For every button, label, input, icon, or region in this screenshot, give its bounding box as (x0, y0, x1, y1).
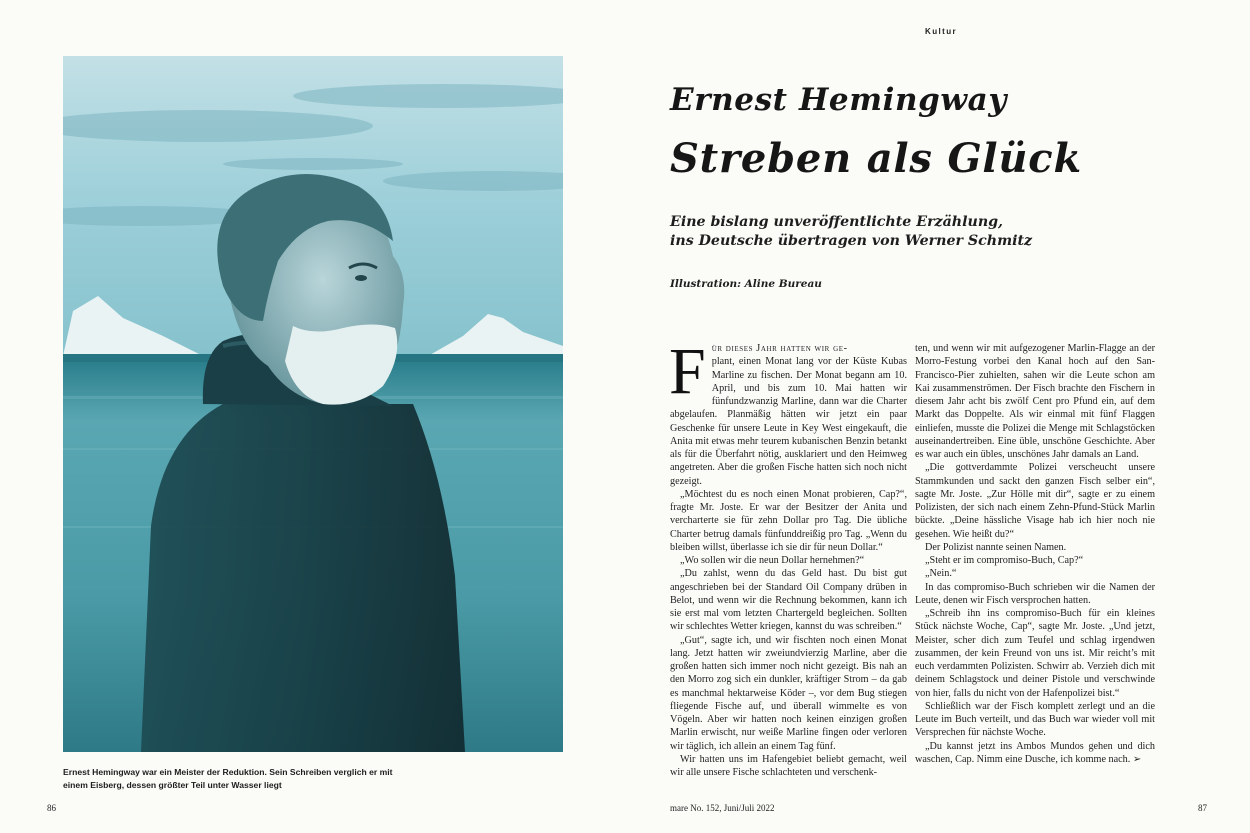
paragraph: „Du zahlst, wenn du das Geld hast. Du bist gut angeschrieben bei der Standard Oil Company drüben in Belot, und wenn wir die Rechnung bekommen, kann ich sie erst mal vom letzten Chartergeld begleichen. Sollten wir schlechtes Wetter kriegen, kannst du was schreiben.“ (670, 568, 907, 633)
magazine-issue: mare No. 152, Juni/Juli 2022 (670, 803, 775, 813)
paragraph: ten, und wenn wir mit aufgezogener Marlin-Flagge an der Morro-Festung vorbei den Kanal hoch auf den San-Francisco-Pier zuhielten, sahen wir die Leute schon am Kai zusammenströmen. Der Fisch brachte den Fischern in diesem Jahr acht bis zwölf Cent pro Pfund ein, auf dem Markt das Doppelte. Als wir einmal mit fünf Flaggen einliefen, musste die Polizei die Menge mit Schlagstöcken auseinandertreiben. Eine üble, unschöne Geschichte. Aber es war auch ein übles, unschönes Jahr damals an Land. (915, 343, 1155, 460)
article-column-1 (669, 335, 907, 779)
right-page (625, 0, 1250, 833)
paragraph: Schließlich war der Fisch komplett zerlegt und an die Leute im Buch verteilt, und das Buch war wieder voll mit Versprechen für nächste Woche. (915, 700, 1155, 739)
paragraph: In das compromiso-Buch schrieben wir die Namen der Leute, denen wir Fisch versprochen hatten. (915, 581, 1155, 606)
paragraph: „Schreib ihn ins compromiso-Buch für ein kleines Stück nächste Woche, Cap“, sagte Mr. Joste. „Und jetzt, Meister, scher dich zum Teufel und schlag irgendwen zusammen, der kein Freund von uns ist. Mir reicht’s mit euch verdammten Polizisten. Schwirr ab. Verzieh dich mit deinem Schlagstock und deiner Pistole und verschwinde von hier, falls du nicht von der Hafenpolizei bist.“ (915, 608, 1155, 699)
paragraph: „Nein.“ (925, 568, 957, 580)
paragraph: plant, einen Monat lang vor der Küste Kubas Marline zu fischen. Der Monat begann am 10. April, und bis zum 10. Mai hatten wir fünfundzwanzig Marline, dann war die Charter abgelaufen. Planmäßig hätten wir jetzt ein paar Geschenke für unsere Leute in Key West eingekauft, die Anita mit etwas mehr teurem kubanischen Benzin betankt als für die Überfahrt nötig, ausklariert und den Heimweg angetreten. Aber die großen Fische hatten sich noch nicht gezeigt. (670, 356, 907, 487)
subtitle (670, 213, 1032, 251)
headline-title: Streben als Glück (670, 135, 1082, 182)
paragraph: „Die gottverdammte Polizei verscheucht unsere Stammkunden und sackt den ganzen Fisch selber ein“, sagte Mr. Joste. „Zur Hölle mit dir“, sagte er zu einem Polizisten, der sich nach einem Zehn-Pfund-Stück Marlin bückte. „Deine hässliche Visage hab ich hier noch nie gesehen. Wie heißt du?“ (915, 462, 1155, 540)
subtitle-line-1: Eine bislang unveröffentlichte Erzählung, (670, 214, 1003, 230)
image-caption: Ernest Hemingway war ein Meister der Reduktion. Sein Schreiben verglich er mit einem Eisberg, dessen größter Teil unter Wasser liegt (63, 767, 393, 790)
paragraph: Wir hatten uns im Hafengebiet beliebt gemacht, weil wir alle unsere Fische schlachteten und verschenk- (670, 753, 907, 778)
headline-author: Ernest Hemingway (670, 82, 1007, 118)
lead-smallcaps: ür dieses Jahr hatten wir ge- (711, 343, 848, 354)
hemingway-illustration (63, 56, 563, 752)
paragraph: „Wo sollen wir die neun Dollar hernehmen?“ (680, 555, 865, 566)
paragraph: „Gut“, sagte ich, und wir fischten noch einen Monat lang. Jetzt hatten wir zweiundvierzig Marline, aber die großen hatten sich immer noch nicht gezeigt. Bis nah an den Morro zog sich ein dunkler, kräftiger Strom – da gab es manchmal hektarweise Köder –, vor dem Bug stiegen fliegende Fische auf, und überall wimmelte es von Vögeln. Aber wir hatten noch keinen einzigen großen Marlin erwischt, nur weiße Marline fingen oder verloren wir täglich, ich allein an einem Tag fünf. (670, 634, 907, 752)
article-column-2 (915, 342, 1155, 766)
paragraph: „Möchtest du es noch einen Monat probieren, Cap?“, fragte Mr. Joste. Er war der Besitzer der Anita und vercharterte sie für zehn Dollar pro Tag. Die übliche Charter betrug damals fünfunddreißig pro Tag. „Wenn du bleiben willst, überlasse ich sie dir für neun Dollar.“ (670, 488, 907, 553)
section-label: Kultur (925, 27, 957, 36)
paragraph: Der Polizist nannte seinen Namen. (925, 541, 1067, 553)
coat-below-water (141, 404, 465, 752)
page-number-left: 86 (47, 803, 56, 813)
subtitle-line-2: ins Deutsche übertragen von Werner Schmitz (670, 233, 1033, 249)
paragraph: „Du kannst jetzt ins Ambos Mundos gehen und dich waschen, Cap. Nimm eine Dusche, ich komme nach. ➢ (915, 740, 1155, 765)
illustration-credit: Illustration: Aline Bureau (670, 278, 822, 290)
paragraph: „Steht er im compromiso-Buch, Cap?“ (925, 555, 1084, 566)
page-number-right: 87 (1198, 803, 1207, 813)
drop-cap: F (669, 335, 706, 408)
